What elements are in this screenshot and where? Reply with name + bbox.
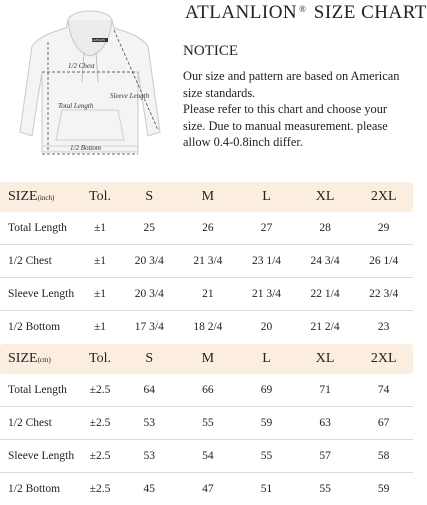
value-cell: 51 <box>260 483 273 495</box>
row-label: 1/2 Chest <box>8 255 52 267</box>
size-col-header: S <box>145 351 154 366</box>
tol-cell: ±2.5 <box>89 483 111 495</box>
row-label: 1/2 Chest <box>8 417 52 429</box>
tol-header: Tol. <box>89 189 111 204</box>
value-cell: 59 <box>260 417 273 429</box>
value-cell: 59 <box>377 483 390 495</box>
value-cell: 20 3/4 <box>134 288 164 300</box>
value-cell: 20 <box>260 321 273 333</box>
value-cell: 63 <box>319 417 331 429</box>
value-cell: 21 3/4 <box>193 255 223 267</box>
value-cell: 66 <box>202 384 214 396</box>
value-cell: 18 2/4 <box>193 321 223 333</box>
tol-cell: ±2.5 <box>89 417 111 429</box>
size-col-header: 2XL <box>370 189 397 204</box>
value-cell: 58 <box>377 450 390 462</box>
size-col-header: S <box>145 189 154 204</box>
value-cell: 26 1/4 <box>369 255 399 267</box>
tol-cell: ±2.5 <box>89 450 111 462</box>
total-dim-label: Total Length <box>58 102 94 110</box>
value-cell: 22 1/4 <box>310 288 340 300</box>
cm-size-table <box>0 344 413 505</box>
value-cell: 22 3/4 <box>369 288 399 300</box>
chest-dim-label: 1/2 Chest <box>68 62 95 70</box>
value-cell: 23 1/4 <box>251 255 282 267</box>
size-col-header: 2XL <box>370 351 397 366</box>
table-row <box>0 212 413 245</box>
hoodie-print: ATLANLION <box>88 38 105 42</box>
value-cell: 55 <box>202 417 214 429</box>
tol-cell: ±1 <box>93 321 107 333</box>
value-cell: 67 <box>377 417 390 429</box>
table-row <box>0 407 413 440</box>
value-cell: 53 <box>143 417 156 429</box>
table-row <box>0 473 413 505</box>
notice-line: Please refer to this chart and choose your <box>183 102 388 117</box>
value-cell: 17 3/4 <box>134 321 164 333</box>
chart-title: SIZE CHART <box>313 2 427 23</box>
tol-cell: ±1 <box>93 255 107 267</box>
brand-name: ATLANLION <box>185 2 298 23</box>
size-col-header: L <box>262 189 271 204</box>
value-cell: 45 <box>143 483 156 495</box>
tol-cell: ±1 <box>93 288 107 300</box>
value-cell: 24 3/4 <box>310 255 340 267</box>
value-cell: 21 <box>202 288 214 300</box>
value-cell: 53 <box>143 450 156 462</box>
notice-line: size. Due to manual measurement. please <box>183 118 388 133</box>
value-cell: 26 <box>202 222 214 234</box>
size-col-header: L <box>262 351 271 366</box>
value-cell: 54 <box>202 450 214 462</box>
tol-header: Tol. <box>89 351 111 366</box>
value-cell: 57 <box>319 450 331 462</box>
value-cell: 55 <box>319 483 331 495</box>
notice-line: allow 0.4-0.8inch differ. <box>183 135 303 150</box>
value-cell: 21 3/4 <box>251 288 282 300</box>
registered-mark: ® <box>299 4 307 14</box>
table-row <box>0 311 413 343</box>
notice-heading: NOTICE <box>183 43 238 59</box>
value-cell: 25 <box>143 222 156 234</box>
row-label: Sleeve Length <box>8 450 75 462</box>
cm-table-header <box>0 344 413 374</box>
value-cell: 74 <box>377 384 390 396</box>
inch-size-table <box>0 182 413 343</box>
value-cell: 55 <box>260 450 273 462</box>
size-col-header: XL <box>315 189 335 204</box>
value-cell: 20 3/4 <box>134 255 164 267</box>
row-label: Total Length <box>8 222 67 234</box>
inch-table-header <box>0 182 413 212</box>
tol-cell: ±1 <box>93 222 107 234</box>
tol-cell: ±2.5 <box>89 384 111 396</box>
size-col-header: XL <box>315 351 335 366</box>
hoodie-diagram <box>10 2 170 162</box>
row-label: Total Length <box>8 384 67 396</box>
size-col-header: M <box>201 189 215 204</box>
value-cell: 71 <box>319 384 331 396</box>
value-cell: 28 <box>319 222 331 234</box>
bottom-dim-label: 1/2 Bottom <box>70 144 101 152</box>
size-header-cell: SIZE(inch) <box>8 189 55 204</box>
value-cell: 69 <box>260 384 273 396</box>
notice-line: Our size and pattern are based on American <box>183 69 400 83</box>
unit-label: (inch) <box>37 194 55 202</box>
table-row <box>0 440 413 473</box>
unit-label: (cm) <box>37 356 51 364</box>
value-cell: 47 <box>202 483 214 495</box>
value-cell: 21 2/4 <box>310 321 340 333</box>
sleeve-dim-label: Sleeve Length <box>110 92 150 100</box>
value-cell: 64 <box>143 384 156 396</box>
hoodie-illustration <box>10 2 170 162</box>
page-title <box>185 2 427 24</box>
size-col-header: M <box>201 351 215 366</box>
value-cell: 27 <box>260 222 273 234</box>
row-label: Sleeve Length <box>8 288 75 300</box>
value-cell: 23 <box>377 321 390 333</box>
size-header-cell: SIZE(cm) <box>8 351 51 366</box>
notice-body <box>183 68 408 151</box>
table-row <box>0 245 413 278</box>
notice-line: size standards. <box>183 85 256 100</box>
row-label: 1/2 Bottom <box>8 321 61 333</box>
table-row <box>0 278 413 311</box>
row-label: 1/2 Bottom <box>8 483 61 495</box>
table-row <box>0 374 413 407</box>
value-cell: 29 <box>377 222 390 234</box>
